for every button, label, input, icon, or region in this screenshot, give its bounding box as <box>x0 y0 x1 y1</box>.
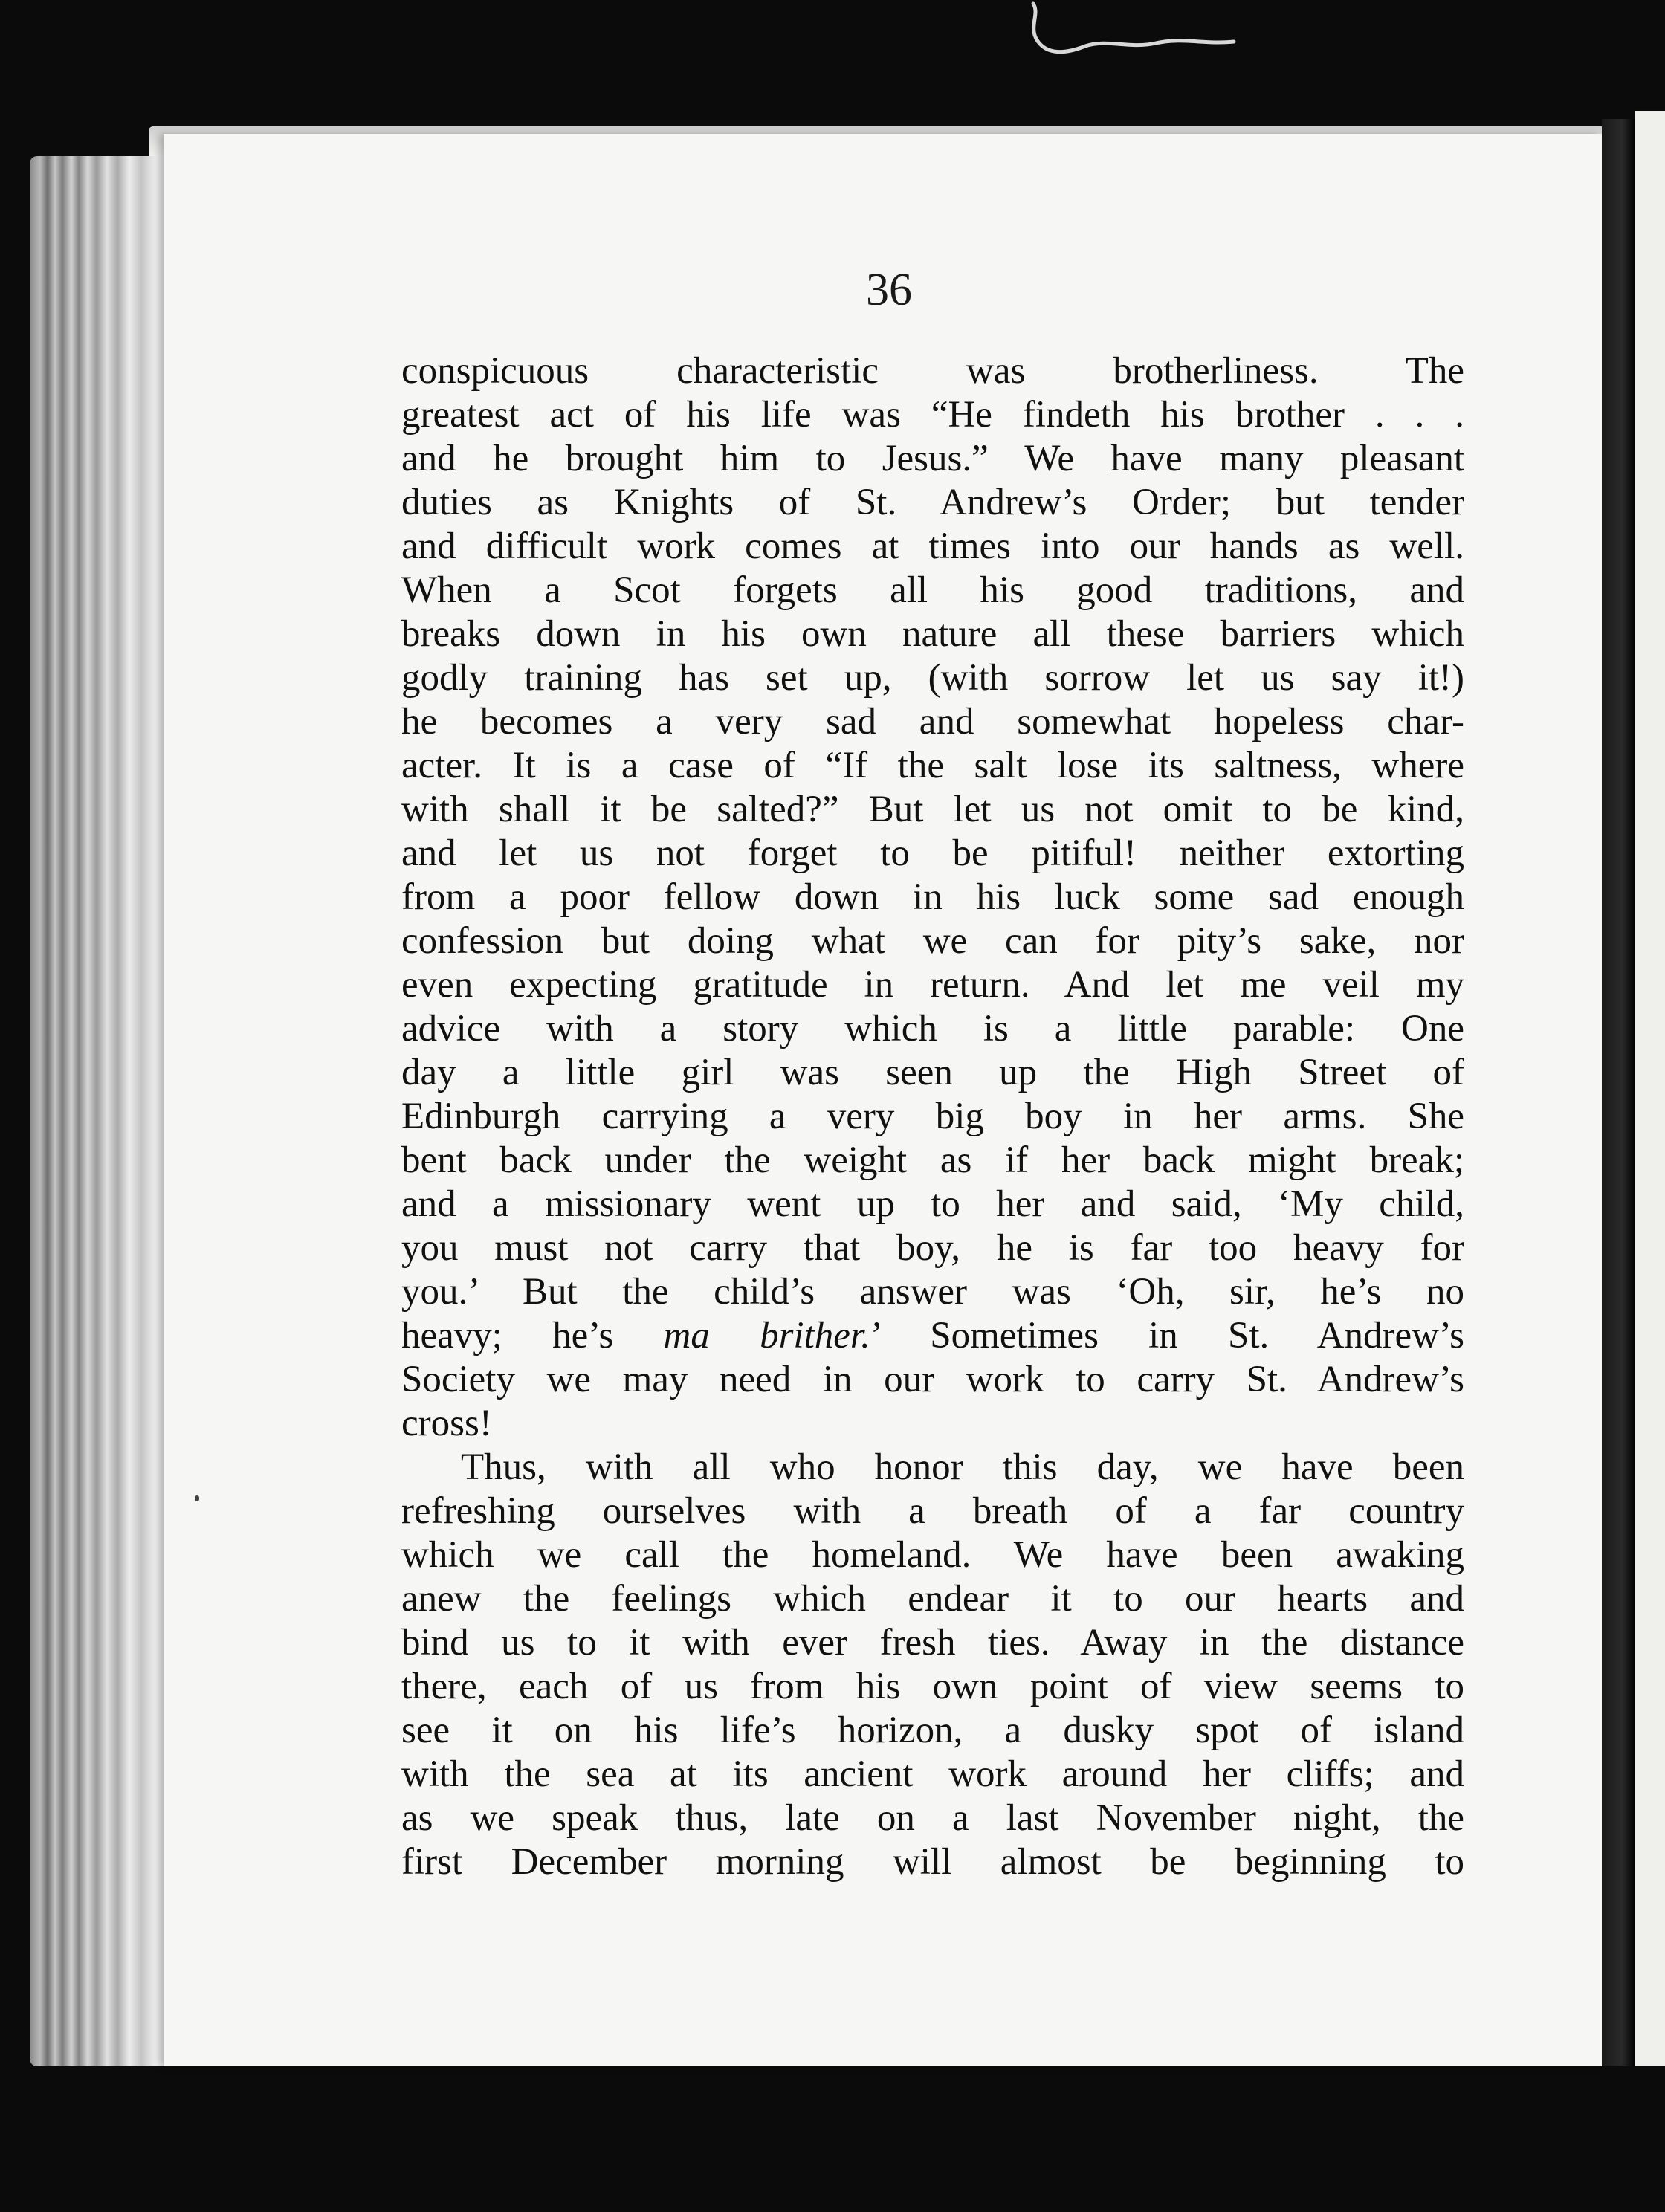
text-line: with shall it be salted?” But let us not omit to be kind, <box>401 789 1464 830</box>
text-line: which we call the homeland. We have been awaking <box>401 1534 1464 1576</box>
text-line: cross! <box>401 1403 492 1444</box>
text-line: see it on his life’s horizon, a dusky spot of island <box>401 1710 1464 1751</box>
text-line: and difficult work comes at times into our hands as well. <box>401 525 1464 567</box>
body-text <box>401 349 1464 1884</box>
text-line: even expecting gratitude in return. And let me veil my <box>401 964 1464 1006</box>
text-line: you.’ But the child’s answer was ‘Oh, sir, he’s no <box>401 1271 1464 1313</box>
text-line: with the sea at its ancient work around her cliffs; and <box>401 1753 1464 1795</box>
text-line: and a missionary went up to her and said, ‘My child, <box>401 1183 1464 1225</box>
text-line: advice with a story which is a little parable: One <box>401 1008 1464 1050</box>
text-line-part: heavy; he’s <box>401 1315 664 1356</box>
text-line: conspicuous characteristic was brotherliness. The <box>401 350 1464 392</box>
text-line-part: ’ Sometimes in St. Andrew’s <box>870 1315 1464 1356</box>
text-line: breaks down in his own nature all these barriers which <box>401 613 1464 655</box>
text-line: duties as Knights of St. Andrew’s Order; but tender <box>401 482 1464 523</box>
text-line: Society we may need in our work to carry St. Andrew’s <box>401 1359 1464 1400</box>
text-line: he becomes a very sad and somewhat hopeless char- <box>401 701 1464 743</box>
pencil-scribble <box>1018 0 1286 82</box>
book-gutter <box>1602 119 1635 2066</box>
text-line: you must not carry that boy, he is far too heavy for <box>401 1227 1464 1269</box>
dust-speck <box>195 1495 199 1501</box>
text-line: day a little girl was seen up the High Street of <box>401 1052 1464 1093</box>
italic-phrase: ma brither. <box>663 1315 870 1356</box>
text-line: and let us not forget to be pitiful! neither extorting <box>401 832 1464 874</box>
text-line: When a Scot forgets all his good traditions, and <box>401 569 1464 611</box>
text-line: anew the feelings which endear it to our hearts and <box>401 1578 1464 1620</box>
text-line: godly training has set up, (with sorrow let us say it!) <box>401 657 1464 699</box>
text-line: Thus, with all who honor this day, we have been <box>461 1446 1464 1488</box>
text-line: from a poor fellow down in his luck some sad enough <box>401 876 1464 918</box>
text-line: as we speak thus, late on a last November night, the <box>401 1797 1464 1839</box>
text-line: first December morning will almost be beginning to <box>401 1841 1464 1883</box>
text-line: refreshing ourselves with a breath of a far country <box>401 1490 1464 1532</box>
text-line: and he brought him to Jesus.” We have many pleasant <box>401 438 1464 479</box>
text-line: greatest act of his life was “He findeth his brother . . . <box>401 394 1464 436</box>
text-line: acter. It is a case of “If the salt lose its saltness, where <box>401 745 1464 786</box>
text-line: confession but doing what we can for pity’s sake, nor <box>401 920 1464 962</box>
page-number: 36 <box>866 265 912 315</box>
text-line: bent back under the weight as if her back might break; <box>401 1139 1464 1181</box>
text-line: bind us to it with ever fresh ties. Away in the distance <box>401 1622 1464 1663</box>
text-line <box>401 1314 1464 1358</box>
text-line: there, each of us from his own point of view seems to <box>401 1666 1464 1707</box>
text-line: Edinburgh carrying a very big boy in her arms. She <box>401 1096 1464 1137</box>
facing-page-edge <box>1635 111 1665 2066</box>
